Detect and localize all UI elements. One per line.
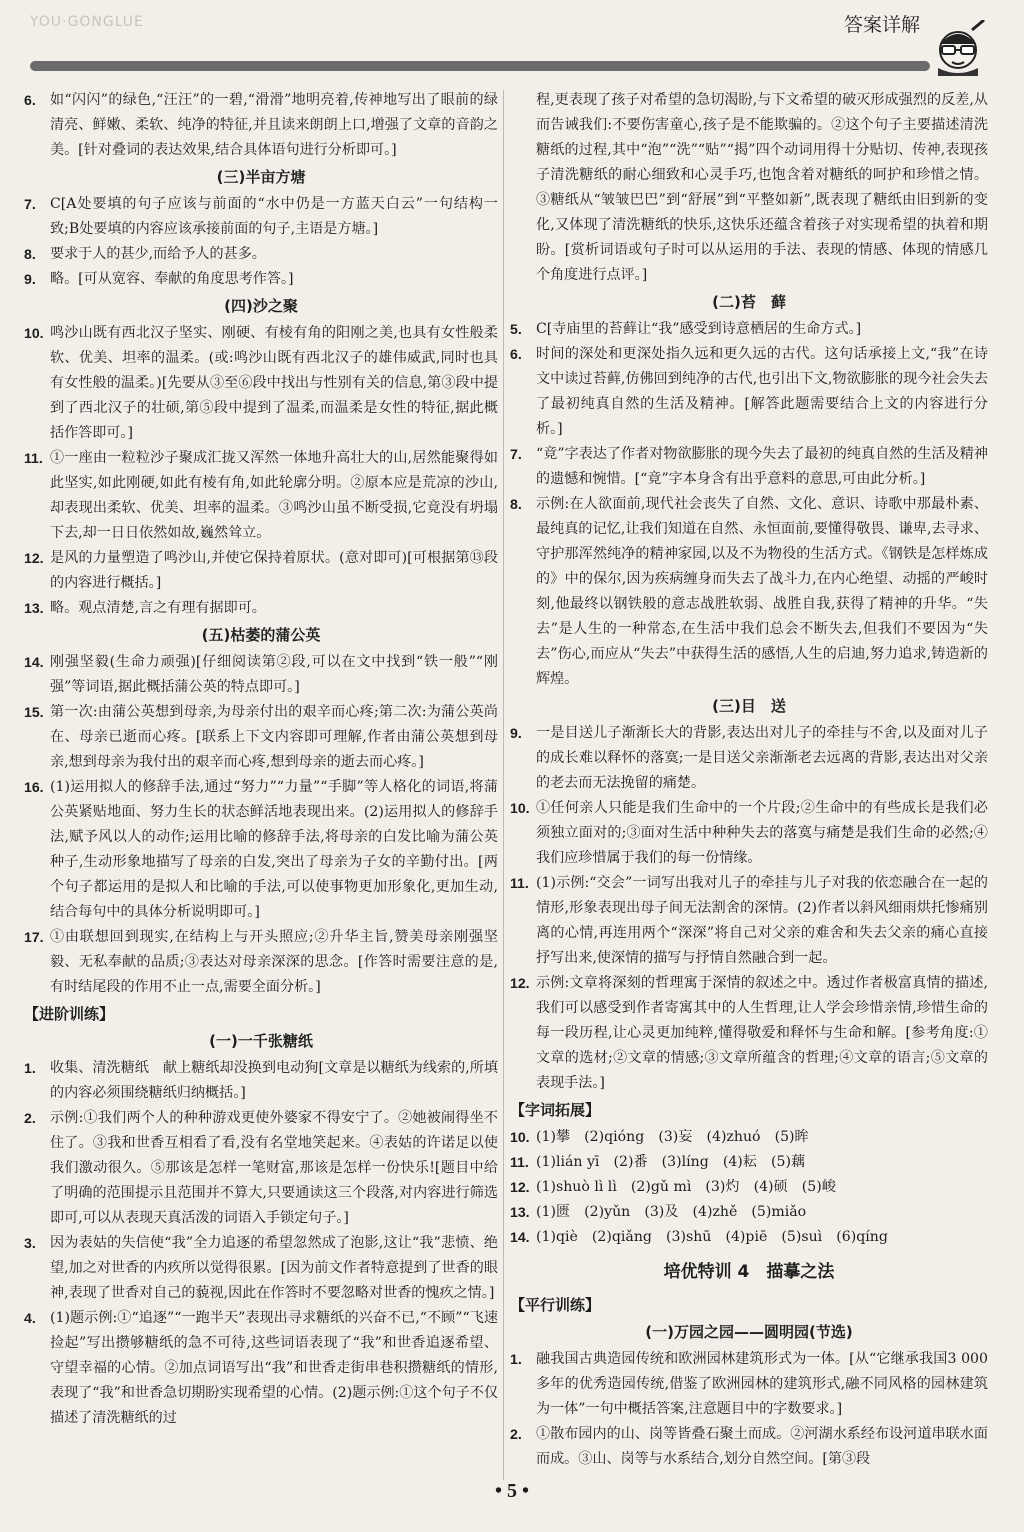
answer-text: 刚强坚毅(生命力顽强)[仔细阅读第②段,可以在文中找到“铁一般”“刚强”等词语,据此概括蒲公英的特点即可。] (50, 654, 498, 695)
answer-text: 收集、清洗糖纸 献上糖纸却没换到电动狗[文章是以糖纸为线索的,所填的内容必须围绕糖纸归纳概括。] (50, 1060, 498, 1101)
answer-text: 程,更表现了孩子对希望的急切渴盼,与下文希望的破灭形成强烈的反差,从而告诫我们:不要伤害童心,孩子是不能欺骗的。②这个句子主要描述清洗糖纸的过程,其中“泡”“洗”“贴”“揭”四个动词用得十分贴切、传神,表现孩子清洗糖纸的耐心细致和心灵手巧,也饱含着对糖纸的呵护和珍惜之情。③糖纸从“皱皱巴巴”到“舒展”到“平整如新”,既表现了糖纸由旧到新的变化,又体现了清洗糖纸的快乐,这快乐还蕴含着孩子对实现希望的执着和期盼。[赏析词语或句子时可以从运用的手法、表现的情感、体现的情感几个角度进行点评。] (536, 92, 988, 283)
answer-number: 12. (510, 975, 530, 991)
answer-number: 13. (510, 1204, 530, 1220)
section-heading: (三)半亩方塘 (216, 168, 306, 186)
answer-number (510, 88, 536, 288)
left-column (24, 88, 498, 1431)
answer-number: 6. (510, 346, 522, 362)
answer-item (510, 796, 988, 871)
answer-item (24, 546, 498, 596)
answer-text: (1)攀 (2)qióng (3)妄 (4)zhuó (5)眸 (536, 1129, 809, 1145)
section-label: 【字词拓展】 (510, 1101, 601, 1119)
answer-number: 16. (24, 779, 44, 795)
answer-text: 示例:文章将深刻的哲理寓于深情的叙述之中。透过作者极富真情的描述,我们可以感受到作者寄寓其中的人生哲理,让人学会珍惜亲情,珍惜生命的每一段历程,让心灵更加纯粹,懂得敬爱和释怀与生命和解。[参考角度:①文章的选材;②文章的情感;③文章所蕴含的哲理;④文章的语言;⑤文章的表现手法。] (536, 975, 988, 1091)
answer-item (24, 1306, 498, 1431)
answer-item (24, 88, 498, 163)
answer-number: 1. (510, 1351, 522, 1367)
mascot-icon (928, 20, 988, 76)
answer-text: 一是目送儿子渐渐长大的背影,表达出对儿子的牵挂与不舍,以及面对儿子的成长难以释怀的落寞;一是目送父亲渐渐老去远离的背影,表达出对父亲的老去而无法挽留的痛楚。 (536, 725, 988, 791)
answer-number: 11. (510, 1154, 529, 1170)
header-bar (30, 61, 930, 71)
answer-number: 4. (24, 1310, 36, 1326)
answer-text: ①散布园内的山、岗等皆叠石聚土而成。②河湖水系经布设河道串联水面而成。③山、岗等与水系结合,划分自然空间。[第③段 (536, 1426, 988, 1467)
answer-text: 是风的力量塑造了鸣沙山,并使它保持着原状。(意对即可)[可根据第⑬段的内容进行概括。] (50, 550, 498, 591)
answer-item (24, 650, 498, 700)
answer-item (510, 971, 988, 1096)
answer-number: 8. (24, 246, 36, 262)
answer-number: 11. (24, 450, 43, 466)
answer-text: ①由联想回到现实,在结构上与开头照应;②升华主旨,赞美母亲刚强坚毅、无私奉献的品质;③表达对母亲深深的思念。[作答时需要注意的是,有时结尾段的作用不止一点,需要全面分析。] (50, 929, 498, 995)
answer-text: 示例:在人欲面前,现代社会丧失了自然、文化、意识、诗歌中那最朴素、最纯真的记忆,让我们知道在自然、永恒面前,要懂得敬畏、谦卑,去寻求、守护那浑然纯净的精神家园,以及不为物役的生活方式。《钢铁是怎样炼成的》中的保尔,因为疾病缠身而失去了战斗力,在内心绝望、动摇的严峻时刻,他最终以钢铁般的意志战胜软弱、战胜自我,获得了精神的升华。“失去”是人生的一种常态,在生活中我们总会不断失去,但我们不要因为“失去”伤心,而应从“失去”中获得生活的感悟,人生的启迪,努力追求,铸造新的辉煌。 (536, 496, 988, 687)
answer-item (510, 871, 988, 971)
answer-number: 10. (24, 325, 44, 341)
answer-text: 融我国古典造园传统和欧洲园林建筑形式为一体。[从“它继承我国3 000多年的优秀造园传统,借鉴了欧洲园林的建筑形式,融不同风格的园林建筑为一体”一句中概括答案,注意题目中的字数要求。] (536, 1351, 988, 1417)
answer-text: 略。观点清楚,言之有理有据即可。 (50, 600, 266, 616)
answer-number: 7. (510, 446, 522, 462)
column-divider (503, 90, 504, 1480)
answer-item (510, 317, 988, 342)
answer-text: (1)lián yī (2)番 (3)líng (4)耘 (5)藕 (536, 1154, 806, 1170)
answer-item (510, 442, 988, 492)
page-number: • 5 • (494, 1480, 529, 1502)
section-heading: (三)目 送 (712, 697, 786, 715)
answer-text: 如“闪闪”的绿色,“汪汪”的一碧,“滑滑”地明亮着,传神地写出了眼前的绿清亮、鲜嫩、柔软、纯净的特征,并且读来朗朗上口,增强了文章的音韵之美。[针对叠词的表达效果,结合具体语句进行分析即可。] (50, 92, 498, 158)
answer-item (510, 1225, 988, 1250)
section-heading: (四)沙之聚 (224, 297, 298, 315)
answer-item (24, 925, 498, 1000)
answer-text: (1)qiè (2)qiǎng (3)shū (4)piē (5)suì (6)qíng (536, 1229, 888, 1245)
answer-number: 12. (510, 1179, 530, 1195)
answer-number: 6. (24, 92, 36, 108)
answer-text: 略。[可从宽容、奉献的角度思考作答。] (50, 271, 294, 287)
answer-number: 13. (24, 600, 44, 616)
answer-number: 11. (510, 875, 529, 891)
answer-text: 因为表姑的失信使“我”全力追逐的希望忽然成了泡影,这让“我”悲愤、绝望,加之对世香的内疚所以觉得很累。[因为前文作者特意提到了世香的眼神,表现了世香对自己的藐视,因此在作答时不要忽略对世香的愧疚之情。] (50, 1235, 498, 1301)
answer-number: 2. (510, 1426, 522, 1442)
answer-text: ①任何亲人只能是我们生命中的一个片段;②生命中的有些成长是我们必须独立面对的;③面对生活中种种失去的落寞与痛楚是我们生命的必然;④我们应珍惜属于我们的每一份情缘。 (536, 800, 988, 866)
answer-item (510, 1150, 988, 1175)
answer-number: 15. (24, 704, 44, 720)
answer-item (24, 267, 498, 292)
answer-item (24, 1106, 498, 1231)
answer-number: 10. (510, 800, 530, 816)
answer-item (24, 321, 498, 446)
section-heading: (二)苔 藓 (712, 293, 786, 311)
answer-number: 14. (24, 654, 44, 670)
section-label: 【平行训练】 (510, 1296, 601, 1314)
answer-item (510, 721, 988, 796)
answer-text: (1)示例:“交会”一词写出我对儿子的牵挂与儿子对我的依恋融合在一起的情形,形象表现出母子间无法割舍的深情。(2)作者以斜风细雨烘托惨痛别离的心情,再连用两个“深深”将自己对父亲的难舍和失去父亲的痛心直接抒写出来,使深情的描写与抒情自然融合到一起。 (536, 875, 988, 966)
answer-text: (1)shuò lì lì (2)gǔ mì (3)灼 (4)硕 (5)峻 (536, 1179, 836, 1195)
answer-number: 7. (24, 196, 36, 212)
answer-number: 9. (24, 271, 36, 287)
answer-text: (1)题示例:①“追逐”“一跑半天”表现出寻求糖纸的兴奋不已,“不顾”“飞速捡起”写出攒够糖纸的急不可待,这些词语表现了“我”和世香追逐希望、守望幸福的心情。②加点词语写出“我”和世香走街串巷积攒糖纸的情形,表现了“我”和世香急切期盼实现希望的心情。(2)题示例:①这个句子不仅描述了清洗糖纸的过 (50, 1310, 498, 1426)
answer-item (510, 492, 988, 692)
answer-item (510, 1125, 988, 1150)
answer-number: 9. (510, 725, 522, 741)
answer-number: 8. (510, 496, 522, 512)
answer-item (24, 1056, 498, 1106)
answer-text: (1)匮 (2)yǔn (3)及 (4)zhě (5)miǎo (536, 1204, 807, 1220)
answer-item (510, 88, 988, 288)
answer-text: “竟”字表达了作者对物欲膨胀的现今失去了最初的纯真自然的生活及精神的遗憾和惋惜。[“竟”字本身含有出乎意料的意思,可由此分析。] (536, 446, 988, 487)
header-title: 答案详解 (844, 14, 921, 36)
answer-item (24, 446, 498, 546)
answer-text: ①一座由一粒粒沙子聚成汇拢又浑然一体地升高壮大的山,居然能聚得如此坚实,如此刚硬,如此有棱有角,如此轮廓分明。②原本应是荒凉的沙山,却表现出柔软、优美、坦率的温柔。③鸣沙山虽不断受损,它竟没有坍塌下去,却一日日依然如故,巍然耸立。 (50, 450, 498, 541)
answer-number: 14. (510, 1229, 530, 1245)
answer-text: C[寺庙里的苔藓让“我”感受到诗意栖居的生命方式。] (536, 321, 862, 337)
answer-item (510, 1422, 988, 1472)
chapter-heading: 培优特训 4 描摹之法 (663, 1262, 835, 1282)
answer-number: 5. (510, 321, 522, 337)
answer-text: 第一次:由蒲公英想到母亲,为母亲付出的艰辛而心疼;第二次:为蒲公英尚在、母亲已逝而心疼。[联系上下文内容即可理解,作者由蒲公英想到母亲,想到母亲为我付出的艰辛而心疼,想到母亲的逝去而心疼。] (50, 704, 498, 770)
page-header (0, 0, 1024, 80)
answer-text: C[A处要填的句子应该与前面的“水中仍是一方蓝天白云”一句结构一致;B处要填的内容应该承接前面的句子,主语是方塘。] (50, 196, 498, 237)
section-heading: (一)万园之园——圆明园(节选) (645, 1323, 853, 1341)
answer-text: 时间的深处和更深处指久远和更久远的古代。这句话承接上文,“我”在诗文中读过苔藓,仿佛回到纯净的古代,也引出下文,物欲膨胀的现今社会失去了最初纯真自然的生活及精神。[解答此题需要结合上文的内容进行分析。] (536, 346, 988, 437)
answer-item (24, 1231, 498, 1306)
answer-text: (1)运用拟人的修辞手法,通过“努力”“力量”“手脚”等人格化的词语,将蒲公英紧贴地面、努力生长的状态鲜活地表现出来。(2)运用拟人的修辞手法,赋予风以人的动作;运用比喻的修辞手法,将母亲的白发比喻为蒲公英种子,生动形象地描写了母亲的白发,突出了母亲为子女的辛勤付出。[两个句子都运用的是拟人和比喻的手法,可以使事物更加形象化,更加生动,结合每句中的具体分析说明即可。] (50, 779, 498, 920)
answer-number: 10. (510, 1129, 530, 1145)
brand-watermark: YOU·GONGLUE (30, 14, 144, 30)
answer-text: 要求于人的甚少,而给予人的甚多。 (50, 246, 266, 262)
answer-item (510, 1175, 988, 1200)
answer-item (24, 242, 498, 267)
answer-text: 示例:①我们两个人的种种游戏更使外婆家不得安宁了。②她被闹得坐不住了。③我和世香互相看了看,没有名堂地笑起来。④表姑的许诺足以使我们激动很久。⑤那该是怎样一笔财富,那该是怎样一份快乐![题目中给了明确的范围提示且范围并不算大,只要通读这三个段落,对内容进行筛选即可,可以从表现天真活泼的词语入手锁定句子。] (50, 1110, 498, 1226)
answer-item (24, 192, 498, 242)
answer-item (24, 775, 498, 925)
answer-item (24, 700, 498, 775)
section-heading: (一)一千张糖纸 (209, 1032, 313, 1050)
answer-item (510, 342, 988, 442)
section-heading: (五)枯萎的蒲公英 (201, 626, 321, 644)
right-column (510, 88, 988, 1472)
answer-number: 3. (24, 1235, 36, 1251)
answer-number: 1. (24, 1060, 36, 1076)
answer-number: 12. (24, 550, 44, 566)
answer-item (510, 1347, 988, 1422)
answer-text: 鸣沙山既有西北汉子坚实、刚硬、有棱有角的阳刚之美,也具有女性般柔软、优美、坦率的温柔。(或:鸣沙山既有西北汉子的雄伟威武,同时也具有女性般的温柔。)[先要从③至⑥段中找出与性别有关的信息,第③段中提到了西北汉子的壮硕,第⑤段中提到了温柔,而温柔是女性的特征,据此概括作答即可。] (50, 325, 498, 441)
answer-item (510, 1200, 988, 1225)
answer-number: 2. (24, 1110, 36, 1126)
section-label: 【进阶训练】 (24, 1005, 115, 1023)
answer-item (24, 596, 498, 621)
answer-number: 17. (24, 929, 44, 945)
